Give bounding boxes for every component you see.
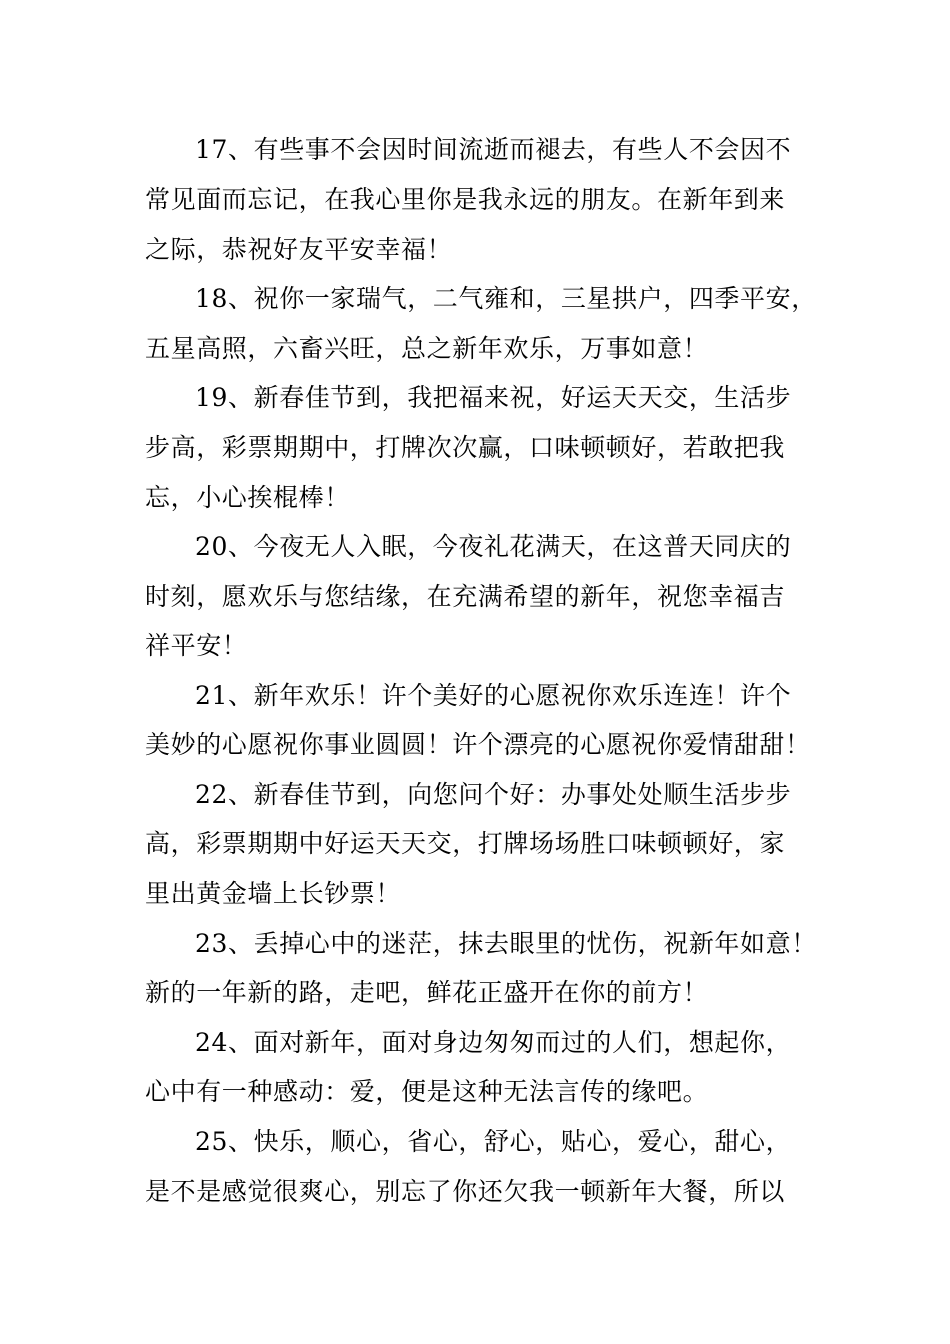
paragraph-24-line-2: 心中有一种感动：爱，便是这种无法言传的缘吧。 xyxy=(145,1077,709,1106)
paragraph-21-line-2: 美妙的心愿祝你事业圆圆！许个漂亮的心愿祝你爱情甜甜！ xyxy=(145,730,811,759)
paragraph-20-line-3: 祥平安！ xyxy=(145,631,248,660)
paragraph-25-line-1: 25、快乐，顺心，省心，舒心，贴心，爱心，甜心， xyxy=(195,1127,792,1156)
paragraph-25-line-2: 是不是感觉很爽心，别忘了你还欠我一顿新年大餐，所以 xyxy=(145,1177,786,1206)
paragraph-22-line-1: 22、新春佳节到，向您问个好：办事处处顺生活步步 xyxy=(195,780,792,809)
paragraph-19-line-1: 19、新春佳节到，我把福来祝，好运天天交，生活步 xyxy=(195,383,792,412)
paragraph-22-line-2: 高，彩票期期中好运天天交，打牌场场胜口味顿顿好，家 xyxy=(145,829,786,858)
paragraph-23-line-2: 新的一年新的路，走吧，鲜花正盛开在你的前方！ xyxy=(145,978,709,1007)
paragraph-19-line-2: 步高，彩票期期中，打牌次次赢，口味顿顿好，若敢把我 xyxy=(145,433,786,462)
paragraph-17-line-1: 17、有些事不会因时间流逝而褪去，有些人不会因不 xyxy=(195,135,792,164)
paragraph-24-line-1: 24、面对新年，面对身边匆匆而过的人们，想起你， xyxy=(195,1028,792,1057)
paragraph-23-line-1: 23、丢掉心中的迷茫，抹去眼里的忧伤，祝新年如意！ xyxy=(195,929,817,958)
paragraph-20-line-1: 20、今夜无人入眠，今夜礼花满天，在这普天同庆的 xyxy=(195,532,792,561)
paragraph-19-line-3: 忘，小心挨棍棒！ xyxy=(145,483,350,512)
paragraph-17-line-2: 常见面而忘记，在我心里你是我永远的朋友。在新年到来 xyxy=(145,185,786,214)
paragraph-22-line-3: 里出黄金墙上长钞票！ xyxy=(145,879,402,908)
paragraph-20-line-2: 时刻，愿欢乐与您结缘，在充满希望的新年，祝您幸福吉 xyxy=(145,582,786,611)
paragraph-17-line-3: 之际，恭祝好友平安幸福！ xyxy=(145,235,453,264)
paragraph-18-line-1: 18、祝你一家瑞气，二气雍和，三星拱户，四季平安， xyxy=(195,284,817,313)
paragraph-21-line-1: 21、新年欢乐！许个美好的心愿祝你欢乐连连！许个 xyxy=(195,681,792,710)
paragraph-18-line-2: 五星高照，六畜兴旺，总之新年欢乐，万事如意！ xyxy=(145,334,709,363)
